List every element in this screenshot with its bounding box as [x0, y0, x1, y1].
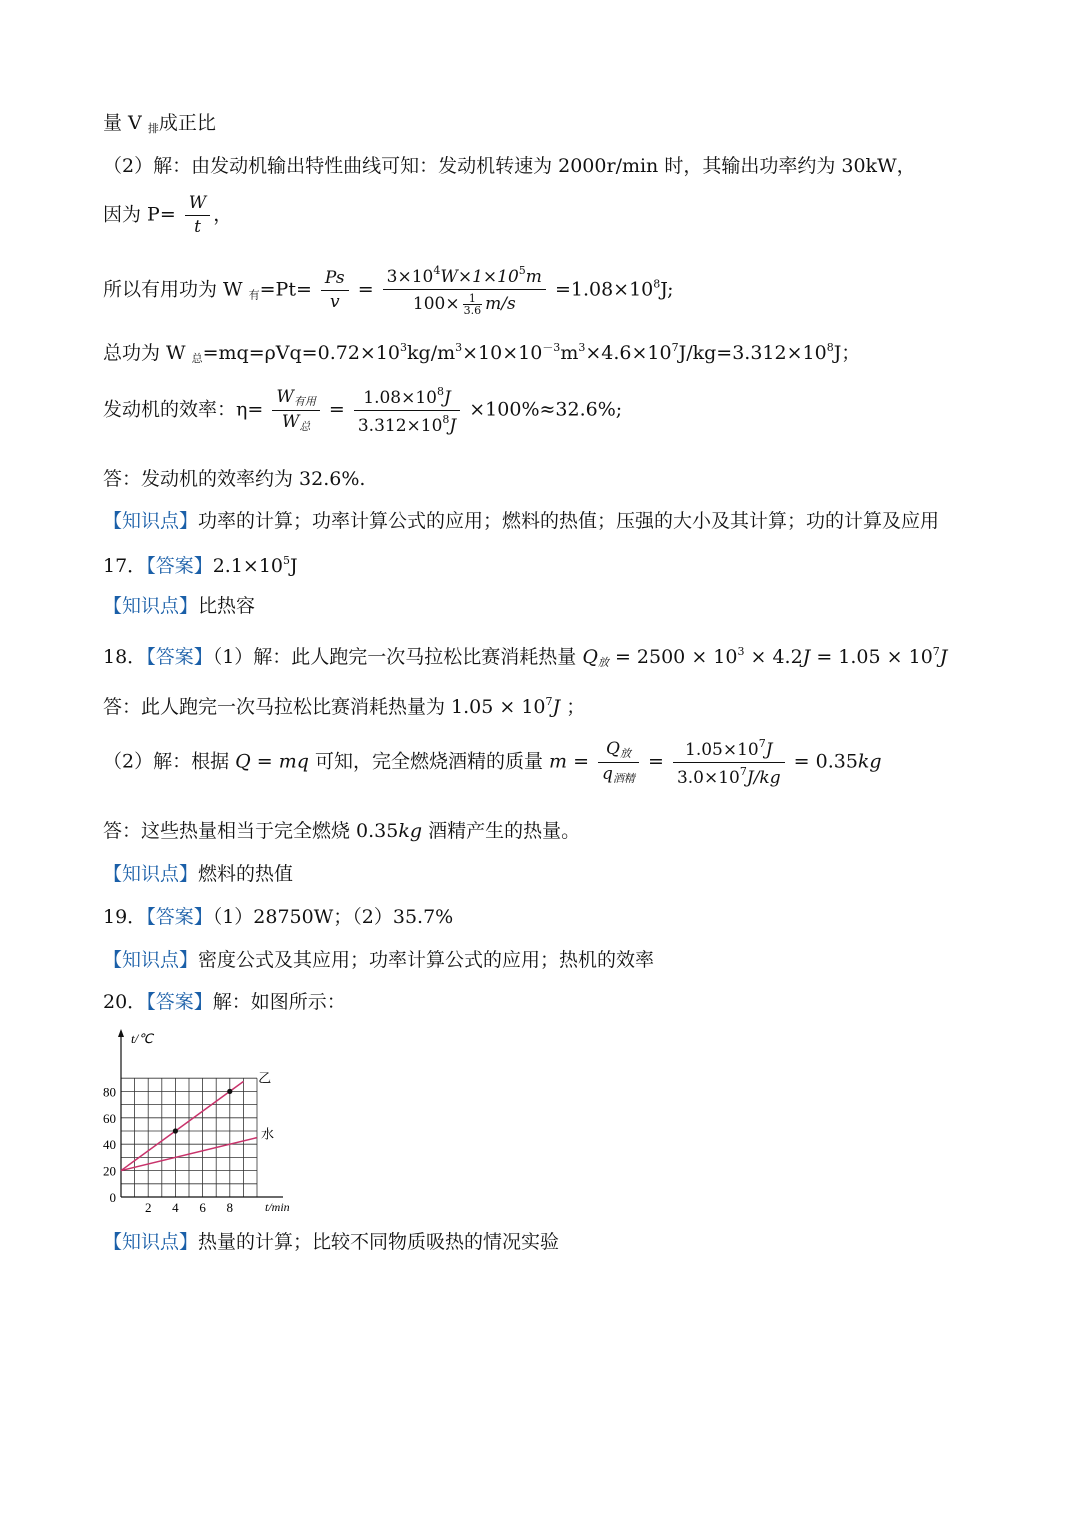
knowledge-point: 【知识点】功率的计算；功率计算公式的应用；燃料的热值；压强的大小及其计算；功的计算及应用	[103, 510, 940, 532]
x-tick-label: 2	[144, 1200, 152, 1215]
series-label: 水	[261, 1126, 275, 1142]
answer-tag: 【答案】	[146, 906, 213, 928]
y-tick-label: 0	[109, 1190, 116, 1205]
answer-line: 17．【答案】$2.1\times 10^5J$	[103, 554, 298, 577]
knowledge-tag: 【知识点】	[103, 863, 199, 885]
y-tick-label: 20	[103, 1163, 116, 1179]
knowledge-tag: 【知识点】	[103, 510, 199, 532]
y-tick-label: 40	[103, 1137, 116, 1153]
data-point	[227, 1089, 232, 1094]
knowledge-point: 【知识点】热量的计算；比较不同物质吸热的情况实验	[103, 1231, 560, 1253]
answer-line: 18．【答案】（1）解：此人跑完一次马拉松比赛消耗热量 $Q_放 = 2500 \times 10^3 \times 4.2J = 1.05 \times 10^7J$	[103, 645, 948, 669]
knowledge-tag: 【知识点】	[103, 949, 199, 971]
knowledge-tag: 【知识点】	[103, 595, 199, 617]
answer-line: 20．【答案】解：如图所示：	[103, 991, 346, 1013]
text-line: 答：此人跑完一次马拉松比赛消耗热量为 $1.05 \times 10^7J$ ；	[103, 695, 586, 718]
formula-line: 发动机的效率：η= $\frac{W_{有用}}{W_总}$ = $\frac{1.08\times 10^8J}{3.312\times 10^8J}$ ×100%≈32.6%;	[103, 385, 623, 436]
temperature-chart	[95, 1025, 325, 1217]
text-line: 答：这些热量相当于完全燃烧 0.35kg 酒精产生的热量。	[103, 820, 581, 842]
text-line: 答：发动机的效率约为 32.6%.	[103, 468, 366, 490]
data-point	[173, 1128, 178, 1133]
answer-tag: 【答案】	[146, 991, 213, 1013]
formula-line: （2）解：根据 Q = mq 可知，完全燃烧酒精的质量 m = $\frac{Q_放}{q_{酒精}}$ = $\frac{1.05\times 10^7J}{3.0\times 10^7J/kg}$ = 0.35kg	[103, 737, 882, 788]
text-line: 量 V $_排$成正比	[103, 112, 216, 135]
y-axis-label: t/℃	[131, 1031, 153, 1046]
x-tick-label: 4	[172, 1200, 179, 1215]
text-line: 总功为 W $_总=mq=\rho Vq=0.72\times 10^3kg/m^3\times 10\times 10^{-3}m^3\times 4.6\times 10^7J/kg=3.312\times 10^8J$；	[103, 341, 861, 365]
text-line: （2）解：由发动机输出特性曲线可知：发动机转速为 2000r/min 时，其输出功率约为 30kW，	[103, 155, 916, 177]
y-tick-label: 60	[103, 1110, 116, 1126]
x-tick-label: 6	[199, 1200, 206, 1215]
knowledge-point: 【知识点】比热容	[103, 595, 256, 617]
answer-line: 19．【答案】（1）28750W；（2）35.7%	[103, 906, 454, 928]
knowledge-point: 【知识点】燃料的热值	[103, 863, 294, 885]
x-axis-label: t/min	[265, 1200, 290, 1214]
formula-line: 因为 P= $\frac{W}{t}$ ，	[103, 193, 233, 237]
answer-tag: 【答案】	[146, 555, 213, 577]
knowledge-tag: 【知识点】	[103, 1231, 199, 1253]
x-tick-label: 8	[226, 1200, 234, 1215]
y-axis-arrow	[118, 1029, 124, 1037]
y-tick-label: 80	[103, 1084, 116, 1100]
formula-line: 所以有用功为 W $_有$=Pt= $\frac{Ps}{v}$ = $3\times 10^4W\times 1\times 10^5m$ 100× $\frac{1}{3.6}$ m/s $=1.08\times 10^8J$;	[103, 264, 674, 317]
answer-tag: 【答案】	[146, 646, 213, 668]
knowledge-point: 【知识点】密度公式及其应用；功率计算公式的应用；热机的效率	[103, 949, 655, 971]
series-label: 乙	[258, 1070, 272, 1086]
